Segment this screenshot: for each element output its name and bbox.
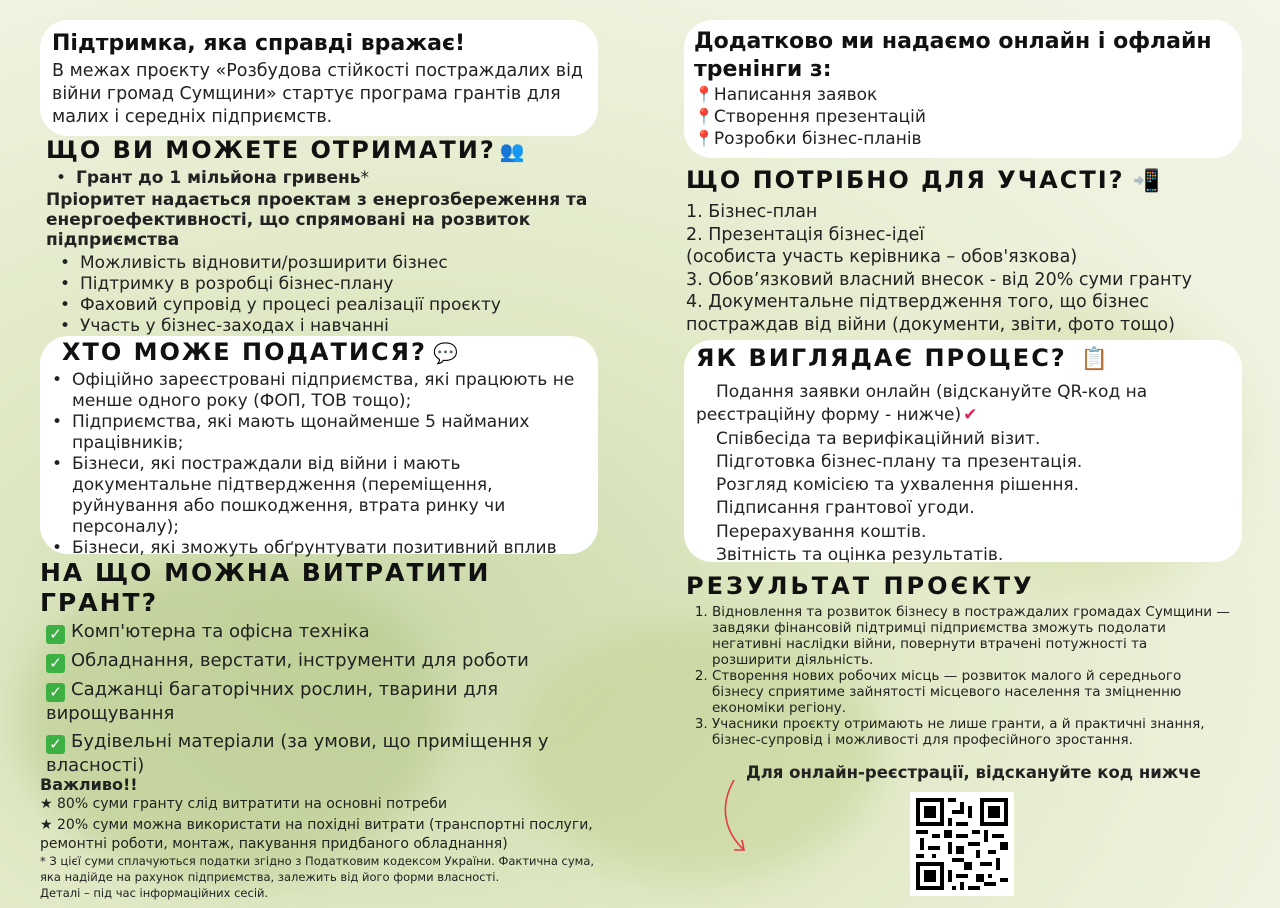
- spend-list: [46, 620, 566, 777]
- note-20: ★ 20% суми можна використати на похідні витрати (транспортні послуги, ремонтні роботи, монтаж, пакування придбаного обладнання): [40, 817, 593, 852]
- grant-line: • Грант до 1 мільйона гривень*: [56, 168, 369, 188]
- list-item: 3. Учасники проєкту отримають не лише гранти, а й практичні знання, бізнес-супровід і можливості для професійного зростання.: [712, 716, 1230, 748]
- list-item-label: Розробки бізнес-планів: [713, 129, 922, 149]
- documents-icon: 📋: [1080, 347, 1111, 372]
- support-title: Підтримка, яка справді вражає!: [52, 31, 466, 56]
- qr-caption: Для онлайн-реєстрації, відскануйте код нижче: [746, 763, 1201, 782]
- get-title-text: ЩО ВИ МОЖЕТЕ ОТРИМАТИ?: [46, 136, 496, 164]
- pin-icon: 📍: [694, 129, 714, 148]
- pin-icon: 📍: [694, 85, 714, 104]
- list-item: • Підприємства, які мають щонайменше 5 найманих працівників;: [42, 412, 594, 454]
- list-item: [694, 128, 926, 150]
- result-title: РЕЗУЛЬТАТ ПРОЄКТУ: [686, 572, 1035, 600]
- arrow-icon: [716, 778, 766, 858]
- list-item: 2. Створення нових робочих місць — розвиток малого й середнього бізнесу сприятиме зайнятості місцевого населення та зміцненню економіки регіону.: [712, 668, 1230, 716]
- important-title: Важливо!!: [40, 775, 138, 794]
- checkmark-icon: ✓: [46, 683, 65, 702]
- checkmark-icon: ✓: [46, 625, 65, 644]
- need-list: [686, 201, 1246, 336]
- who-title-text: ХТО МОЖЕ ПОДАТИСЯ?: [62, 338, 427, 366]
- spend-title: НА ЩО МОЖНА ВИТРАТИТИ ГРАНТ?: [40, 558, 491, 617]
- chevron-down-icon: ✔: [963, 405, 978, 426]
- qr-code-icon: [916, 798, 1008, 890]
- list-item-label: Саджанці багаторічних рослин, тварини для вирощування: [46, 679, 499, 724]
- list-item: • Фаховий супровід у процесі реалізації проєкту: [50, 295, 501, 316]
- list-item-label: Створення презентацій: [713, 107, 926, 127]
- process-steps: [696, 381, 1236, 567]
- list-item: (особиста участь керівника – обов'язкова): [686, 247, 1078, 267]
- list-item: 3. Обов’язковий власний внесок - від 20% суми гранту: [686, 269, 1193, 290]
- phone-icon: 📲: [1132, 169, 1162, 194]
- list-item: [694, 106, 926, 128]
- chat-bubbles-icon: 💬: [432, 341, 460, 365]
- list-item: 1. Відновлення та розвиток бізнесу в постраждалих громадах Сумщини — завдяки фінансовій підтримці підприємства зможуть подолати негативні наслідки війни, повернути втрачені потужності та розширити діяльність.: [712, 604, 1230, 668]
- training-title: Додатково ми надаємо онлайн і офлайн тренінги з:: [694, 29, 1212, 82]
- list-item: [694, 84, 926, 106]
- fine-print-details: Деталі – під час інформаційних сесій.: [40, 886, 269, 900]
- fine-print: * З цієї суми сплачуються податки згідно з Податковим кодексом України. Фактична сума, яка надійде на рахунок підприємства, залежить від його форми власності.: [40, 854, 595, 884]
- list-item: • Бізнеси, які зможуть обґрунтувати позитивний вплив: [42, 538, 594, 559]
- need-title-text: ЩО ПОТРІБНО ДЛЯ УЧАСТІ?: [686, 166, 1125, 194]
- who-list: [42, 370, 594, 559]
- support-text: В межах проєкту «Розбудова стійкості постраждалих від війни громад Сумщини» стартує програма грантів для малих і середніх підприємств.: [52, 61, 584, 127]
- process-title: [696, 344, 1110, 372]
- list-item: • Можливість відновити/розширити бізнес: [50, 253, 501, 274]
- get-title: [46, 136, 527, 164]
- grant-amount: Грант до 1 мільйона гривень: [76, 168, 361, 188]
- process-step: Співбесіда та верифікаційний візит.: [716, 428, 1041, 449]
- result-list: [700, 604, 1230, 748]
- list-item: • Участь у бізнес-заходах і навчанні: [50, 316, 501, 337]
- process-step: [696, 404, 1236, 427]
- people-icon: 👥: [499, 139, 527, 163]
- list-item-label: Написання заявок: [713, 85, 878, 105]
- qr-code[interactable]: [910, 792, 1014, 896]
- process-step: Подання заявки онлайн (відскануйте QR-код на: [716, 382, 1148, 402]
- process-step: Підготовка бізнес-плану та презентація.: [716, 451, 1083, 472]
- list-item: [46, 730, 566, 777]
- process-step: Звітність та оцінка результатів.: [716, 545, 1004, 566]
- list-item: 1. Бізнес-план: [686, 202, 818, 222]
- pin-icon: 📍: [694, 107, 714, 126]
- grant-star: *: [360, 168, 369, 188]
- process-step: Розгляд комісією та ухвалення рішення.: [716, 475, 1080, 496]
- list-item: • Офіційно зареєстровані підприємства, які працюють не менше одного року (ФОП, ТОВ тощо);: [42, 370, 594, 412]
- process-step-text: реєстраційну форму - нижче): [696, 405, 962, 426]
- who-title: [62, 338, 460, 366]
- list-item-label: Обладнання, верстати, інструменти для роботи: [71, 650, 529, 671]
- checkmark-icon: ✓: [46, 654, 65, 673]
- list-item: [46, 678, 566, 725]
- list-item-label: Будівельні матеріали (за умови, що приміщення у власності): [46, 731, 549, 776]
- list-item: • Підтримку в розробці бізнес-плану: [50, 274, 501, 295]
- list-item: • Бізнеси, які постраждали від війни і мають документальне підтвердження (переміщення, руйнування або пошкодження, втрата ринку чи персоналу);: [42, 454, 594, 538]
- checkmark-icon: ✓: [46, 735, 65, 754]
- training-list: [694, 84, 926, 150]
- list-item-label: Комп'ютерна та офісна техніка: [71, 621, 370, 642]
- priority-text: Пріоритет надається проектам з енергозбереження та енергоефективності, що спрямовані на розвиток підприємства: [46, 190, 588, 250]
- list-item: 4. Документальне підтвердження того, що бізнес: [686, 292, 1150, 312]
- list-item: [46, 649, 566, 673]
- process-title-text: ЯК ВИГЛЯДАЄ ПРОЦЕС?: [696, 344, 1067, 372]
- process-step: Підписання грантової угоди.: [716, 498, 975, 519]
- need-title: [686, 166, 1162, 194]
- list-item: [46, 620, 566, 644]
- get-list: [50, 253, 501, 337]
- list-item: 2. Презентація бізнес-ідеї: [686, 224, 925, 245]
- process-step: Перерахування коштів.: [716, 521, 927, 542]
- list-item: постраждав від війни (документи, звіти, фото тощо): [686, 314, 1175, 335]
- note-80: ★ 80% суми гранту слід витратити на основні потреби: [40, 796, 448, 812]
